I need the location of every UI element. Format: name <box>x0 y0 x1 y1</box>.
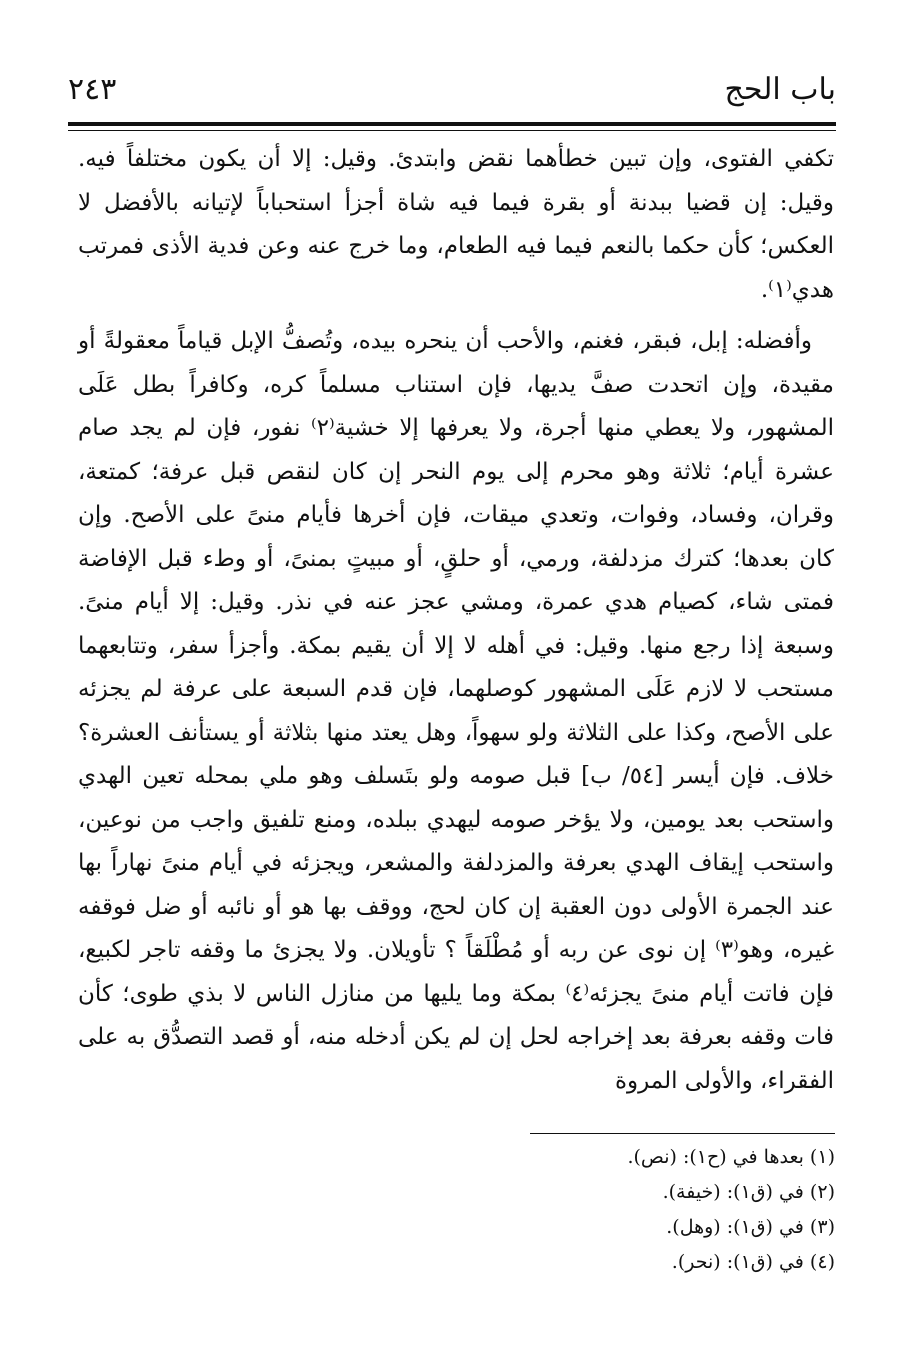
footnote-item: (٤) في (ق١): (نحر). <box>671 1251 835 1273</box>
footnote-separator <box>530 1133 835 1134</box>
chapter-title: باب الحج <box>724 72 836 107</box>
page-header <box>68 70 836 120</box>
footnote-item: (١) بعدها في (ح١): (نص). <box>627 1146 835 1168</box>
paragraph: تكفي الفتوى، وإن تبين خطأهما نقض وابتدئ. وقيل: إلا أن يكون مختلفاً فيه. وقيل: إن قضيا ببدنة أو بقرة فيما فيه شاة أجزأ استحباباً لإتيانه بالأفضل لا العكس؛ كأن حكما بالنعم فيما فيه الطعام، وما خرج عنه وعن فدية الأذى فمرتب هدي⁽١⁾. <box>78 146 834 303</box>
header-rule-thin <box>68 130 836 131</box>
page-number: ٢٤٣ <box>68 72 117 107</box>
paragraph: وأفضله: إبل، فبقر، فغنم، والأحب أن ينحره بيده، وتُصفُّ الإبل قياماً معقولةً أو مقيدة، وإن اتحدت صفَّ يديها، فإن استناب مسلماً كره، وكافراً بطل عَلَى المشهور، ولا يعطي منها أجرة، ولا يعرفها إلا خشية⁽٢⁾ نفور، فإن لم يجد صام عشرة أيام؛ ثلاثة وهو محرم إلى يوم النحر إن كان لنقص قبل عرفة؛ كمتعة، وقران، وفساد، وفوات، وتعدي ميقات، فإن أخرها فأيام منىً على الأصح. وإن كان بعدها؛ كترك مزدلفة، ورمي، أو حلقٍ، أو مبيتٍ بمنىً، أو وطء قبل الإفاضة فمتى شاء، كصيام هدي عمرة، ومشي عجز عنه في نذر. وقيل: إلا أيام منىً. وسبعة إذا رجع منها. وقيل: في أهله لا إلا أن يقيم بمكة. وأجزأ سفر، وتتابعهما مستحب لا لازم عَلَى المشهور كوصلهما، فإن قدم السبعة على عرفة لم يجزئه على الأصح، وكذا على الثلاثة ولو سهواً، وهل يعتد منها بثلاثة أو يستأنف العشرة؟ خلاف. فإن أيسر [٥٤/ ب] قبل صومه ولو بتَسلف وهو ملي بمحله تعين الهدي واستحب بعد يومين، ولا يؤخر صومه ليهدي ببلده، ومنع تلفيق واجب من نوعين، واستحب إيقاف الهدي بعرفة والمزدلفة والمشعر، ويجزئه في أيام منىً نهاراً بها عند الجمرة الأولى دون العقبة إن كان لحج، ووقف بها هو أو نائبه أو ضل فوقفه غيره، وهو⁽٣⁾ إن نوى عن ربه أو مُطْلَقاً ؟ تأويلان. ولا يجزئ ما وقفه تاجر لكبيع، فإن فاتت أيام منىً يجزئه⁽٤⁾ بمكة وما يليها من منازل الناس لا بذي طوى؛ كأن فات وقفه بعرفة بعد إخراجه لحل إن لم يكن أدخله منه، أو قصد التصدُّق به على الفقراء، والأولى المروة <box>78 328 835 1094</box>
header-rule-thick <box>68 122 836 126</box>
footnotes <box>335 1140 835 1280</box>
footnote-item: (٢) في (ق١): (خيفة). <box>662 1181 835 1203</box>
main-text <box>78 138 834 1103</box>
footnote-item: (٣) في (ق١): (وهل). <box>666 1216 835 1238</box>
